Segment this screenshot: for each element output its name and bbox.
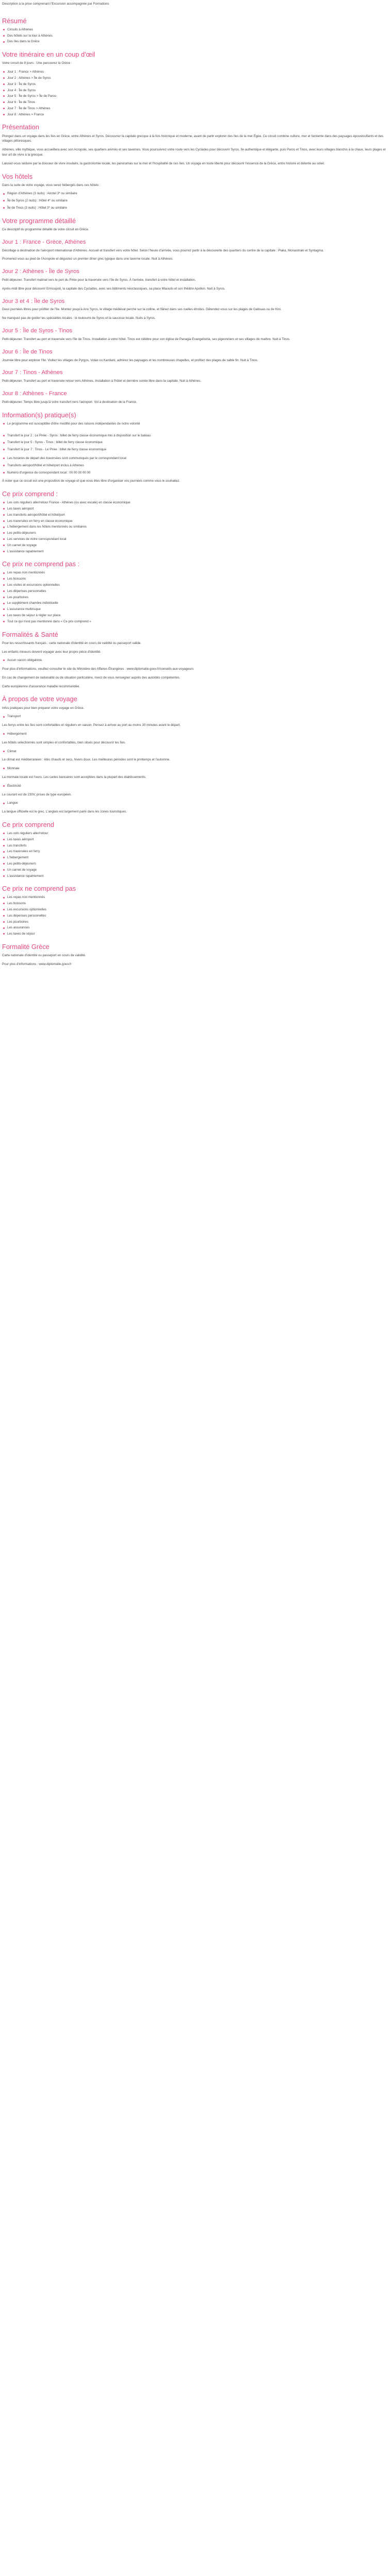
- list-item: Langue: [2, 801, 389, 806]
- day-paragraph: Après-midi libre pour découvrir Ermoupoli, la capitale des Cyclades, avec ses bâtiments néoclassiques, sa place Miaoulis et son théâtre Apollon. Nuit à Syros.: [2, 286, 225, 291]
- itinerary-intro: Votre circuit de 8 jours : Une parcourez la Grèce :: [2, 61, 72, 65]
- included-heading: Ce prix comprend :: [2, 490, 58, 498]
- list-item: Les transferts aéroport/hôtel et hôtel/port: [2, 513, 389, 518]
- day-paragraph: Ne manquez pas de goûter les spécialités locales : le loukoumi de Syros et la saucisse locale. Nuits à Syros.: [2, 316, 156, 320]
- list-item: Jour 5 : Île de Syros > Île de Paros: [2, 94, 389, 99]
- about-list: [2, 766, 389, 771]
- about-text: Les ferrys entre les îles sont confortables et réguliers en saison. Pensez à arriver au port au moins 30 minutes avant le départ.: [2, 723, 181, 727]
- list-item: Les transferts: [2, 843, 389, 849]
- list-item: Le supplément chambre individuelle: [2, 601, 389, 606]
- presentation-paragraph: Laissez-vous séduire par la douceur de vivre insulaire, la gastronomie locale, les panoramas sur la mer et l'hospitalité de ces îles. Un voyage en toute liberté pour découvrir l'essence de la Grèce, entre histoire et détente au soleil.: [2, 161, 325, 165]
- presentation-paragraph: Athènes, ville mythique, vous accueillera avec son Acropole, ses quartiers animés et ses tavernes. Vous poursuivrez votre route vers les Cyclades pour découvrir Syros, île authentique et élégante, puis Paros et Tinos, avec leurs villages blanchis à la chaux, leurs plages et leur art de vivre à la grecque.: [2, 148, 386, 157]
- about-list: [2, 784, 389, 789]
- list-item: Les vols réguliers aller/retour France - Athènes (ou avec escale) en classe économique: [2, 500, 389, 505]
- day-heading: Jour 7 : Tinos - Athènes: [2, 369, 63, 376]
- day-heading: Jour 6 : Île de Tinos: [2, 348, 53, 355]
- day-paragraph: Journée libre pour explorer l'île. Visitez les villages de Pyrgos, Volax ou Kardiani, admirez les paysages et les nombreuses chapelles, et profitez des plages de sable fin. Nuit à Tinos.: [2, 358, 258, 362]
- day-paragraph: Deux journées libres pour profiter de l'île. Montez jusqu'à Ano Syros, le village médiéval perché sur la colline, et flânez dans ses ruelles étroites. Détendez-vous sur les plages de Galissas ou de Kini.: [2, 308, 282, 312]
- about-list: [2, 714, 389, 719]
- list-item: Les visites et excursions optionnelles: [2, 583, 389, 588]
- formalities-paragraph: Pour les ressortissants français : carte nationale d'identité en cours de validité ou passeport valide.: [2, 641, 142, 645]
- excluded2-list: [2, 895, 389, 937]
- excluded2-heading: Ce prix ne comprend pas: [2, 885, 76, 893]
- list-item: Les vols réguliers aller/retour: [2, 831, 389, 836]
- day-heading: Jour 5 : Île de Syros - Tinos: [2, 328, 73, 334]
- list-item: Les repas non mentionnés: [2, 895, 389, 900]
- excluded-list: [2, 570, 389, 624]
- resume-heading: Résumé: [2, 16, 27, 25]
- list-item: Monnaie: [2, 766, 389, 771]
- list-item: Les petits-déjeuners: [2, 531, 389, 536]
- about-intro: Infos pratiques pour bien préparer votre voyage en Grèce.: [2, 706, 85, 710]
- list-item: Climat: [2, 749, 389, 754]
- list-item: Numéro d'urgence du correspondant local : 00 00 00 00 00: [2, 470, 389, 476]
- list-item: Région d'Athènes (3 nuits) : Airotel 3* ou similaire: [2, 191, 389, 196]
- list-item: Transfert le jour 5 : Syros - Tinos : billet de ferry classe économique: [2, 440, 389, 445]
- resume-list: [2, 27, 389, 44]
- formalities-heading: Formalités & Santé: [2, 630, 58, 638]
- hotels-list: [2, 191, 389, 210]
- day-paragraph: Petit-déjeuner. Transfert au port et traversée retour vers Athènes. Installation à l'hôtel et dernière soirée libre dans la capitale. Nuit à Athènes.: [2, 379, 202, 383]
- day-paragraph: Petit-déjeuner. Transfert au port et traversée vers l'île de Tinos. Installation à votre hôtel. Tinos est célèbre pour son église de Panagia Evangelistria, ses pigeonniers et ses villages de marbre. Nuit à Tinos.: [2, 337, 290, 341]
- list-item: Les boissons: [2, 577, 389, 582]
- list-item: Jour 2 : Athènes > Île de Syros: [2, 76, 389, 81]
- program-heading: Votre programme détaillé: [2, 216, 76, 225]
- list-item: Les horaires de départ des traversées sont communiqués par le correspondant local: [2, 456, 389, 461]
- included2-heading: Ce prix comprend: [2, 820, 54, 828]
- hotels-heading: Vos hôtels: [2, 172, 33, 180]
- list-item: Île de Tinos (3 nuits) : Hôtel 3* ou similaire: [2, 206, 389, 211]
- list-item: L'hébergement: [2, 855, 389, 860]
- list-item: Les assurances: [2, 925, 389, 930]
- about-heading: À propos de votre voyage: [2, 695, 77, 703]
- day-heading: Jour 2 : Athènes - Île de Syros: [2, 268, 79, 275]
- list-item: Les traversées en ferry en classe économique: [2, 519, 389, 524]
- list-item: Les taxes aéroport: [2, 837, 389, 842]
- list-item: L'assistance rapatriement: [2, 874, 389, 879]
- day-heading: Jour 3 et 4 : Île de Syros: [2, 298, 65, 304]
- about-text: Le climat est méditerranéen : étés chauds et secs, hivers doux. Les meilleures périodes sont le printemps et l'automne.: [2, 758, 170, 762]
- about-text: Les hôtels sélectionnés sont simples et confortables, bien situés pour découvrir les îles.: [2, 740, 126, 744]
- about-list: [2, 801, 389, 806]
- list-item: Circuits à Athènes: [2, 27, 389, 32]
- list-item: Hébergement: [2, 732, 389, 737]
- list-item: L'assurance multirisque: [2, 607, 389, 612]
- list-item: Les boissons: [2, 901, 389, 906]
- formalities2-paragraph: Pour plus d'informations : www.diplomatie.gouv.fr: [2, 962, 72, 966]
- formalities-list: [2, 658, 389, 663]
- list-item: Les services de notre correspondant local: [2, 537, 389, 542]
- list-item: Les petits-déjeuners: [2, 861, 389, 867]
- list-item: Jour 1 : France > Athènes: [2, 70, 389, 75]
- about-text: La langue officielle est le grec. L'anglais est largement parlé dans les zones touristiques.: [2, 810, 127, 814]
- day-paragraph: Petit-déjeuner. Transfert matinal vers le port du Pirée pour la traversée vers l'île de Syros. À l'arrivée, transfert à votre hôtel et installation.: [2, 278, 196, 282]
- list-item: Les pourboires: [2, 595, 389, 600]
- list-item: Transfert le jour 2 : Le Pirée - Syros : billet de ferry classe économique mis à disposition sur le bateau: [2, 433, 389, 438]
- list-item: Aucun vaccin obligatoire.: [2, 658, 389, 663]
- formalities2-paragraph: Carte nationale d'identité ou passeport en cours de validité.: [2, 954, 86, 958]
- info-heading: Information(s) pratique(s): [2, 411, 76, 419]
- presentation-paragraph: Plongez dans un voyage dans les îles en Grèce, entre Athènes et Syros. Découvrez la capitale grecque à la fois historique et moderne, avant de partir explorer des îles de la mer Égée. Ce circuit combine culture, mer et farniente dans des paysages époustouflants et des villages pittoresques.: [2, 134, 384, 143]
- transfers-footnote: À noter que ce circuit est une proposition de voyage et que vous êtes libre d'organiser vos journées comme vous le souhaitez.: [2, 479, 181, 483]
- list-item: Les excursions optionnelles: [2, 907, 389, 912]
- program-intro: Ce descriptif du programme détaillé de votre circuit en Grèce.: [2, 227, 89, 231]
- day-paragraph: Petit-déjeuner. Temps libre jusqu'à votre transfert vers l'aéroport. Vol à destination de la France.: [2, 400, 137, 404]
- document-page: [2, 0, 389, 967]
- about-list: [2, 732, 389, 737]
- included-list: [2, 500, 389, 554]
- list-item: Les taxes de séjour à régler sur place: [2, 613, 389, 618]
- presentation-heading: Présentation: [2, 123, 39, 131]
- list-item: Les repas non mentionnés: [2, 570, 389, 575]
- about-text: Le courant est de 230V, prises de type européen.: [2, 792, 72, 796]
- hotels-intro: Dans la suite de votre voyage, vous serez hébergés dans ces hôtels :: [2, 183, 101, 187]
- list-item: Le programme est susceptible d'être modifié pour des raisons indépendantes de notre volonté: [2, 421, 389, 427]
- list-item: Jour 4 : Île de Syros: [2, 88, 389, 93]
- list-item: L'assistance rapatriement: [2, 549, 389, 554]
- formalities-paragraph: En cas de changement de nationalité ou de situation particulière, merci de vous renseigner auprès des autorités compétentes.: [2, 675, 181, 680]
- excluded-heading: Ce prix ne comprend pas :: [2, 560, 80, 568]
- list-item: Un carnet de voyage: [2, 543, 389, 548]
- list-item: Les taxes aéroport: [2, 506, 389, 512]
- itinerary-list: [2, 70, 389, 117]
- formalities-paragraph: Carte européenne d'assurance maladie recommandée.: [2, 684, 80, 688]
- list-item: Tout ce qui n'est pas mentionné dans « Ce prix comprend »: [2, 619, 389, 624]
- included2-list: [2, 831, 389, 878]
- day-heading: Jour 8 : Athènes - France: [2, 391, 67, 397]
- day-paragraph: Promenez-vous au pied de l'Acropole et dégustez un premier dîner grec typique dans une taverne locale. Nuit à Athènes.: [2, 257, 173, 261]
- info-list: [2, 421, 389, 427]
- list-item: Jour 3 : Île de Syros: [2, 82, 389, 87]
- list-item: Transfert le jour 7 : Tinos - Le Pirée : billet de ferry classe économique: [2, 447, 389, 452]
- transfer-notes-list: [2, 456, 389, 475]
- list-item: Les dépenses personnelles: [2, 913, 389, 919]
- list-item: Les taxes de séjour: [2, 931, 389, 937]
- list-item: Des îles dans la Grèce: [2, 39, 389, 44]
- list-item: Électricité: [2, 784, 389, 789]
- list-item: Les dépenses personnelles: [2, 589, 389, 594]
- list-item: Île de Syros (2 nuits) : Hôtel 4* ou similaire: [2, 198, 389, 204]
- itinerary-heading: Votre itinéraire en un coup d'œil: [2, 50, 95, 59]
- intro-text: Description à la prise comprenant l'Excursion accompagnée par Formations: [2, 2, 109, 6]
- list-item: Les traversées en ferry: [2, 849, 389, 854]
- formalities-paragraph: Les enfants mineurs doivent voyager avec leur propre pièce d'identité.: [2, 650, 102, 654]
- list-item: Les pourboires: [2, 920, 389, 925]
- formalities-paragraph: Pour plus d'informations, veuillez consulter le site du Ministère des Affaires Étrangères : www.diplomatie.gouv.fr/conseils-aux-voyageurs: [2, 667, 194, 671]
- list-item: Des hôtels sur la tour à Athènes: [2, 33, 389, 39]
- day-heading: Jour 1 : France - Grèce, Athènes: [2, 239, 86, 245]
- about-text: La monnaie locale est l'euro. Les cartes bancaires sont acceptées dans la plupart des établissements.: [2, 775, 146, 779]
- about-list: [2, 749, 389, 754]
- list-item: Transport: [2, 714, 389, 719]
- list-item: Jour 8 : Athènes > France: [2, 112, 389, 117]
- list-item: Jour 6 : Île de Tinos: [2, 100, 389, 105]
- list-item: Jour 7 : Île de Tinos > Athènes: [2, 106, 389, 111]
- transfers-list: [2, 433, 389, 452]
- list-item: Un carnet de voyage: [2, 868, 389, 873]
- day-paragraph: Décollage à destination de l'aéroport international d'Athènes. Accueil et transfert vers votre hôtel. Selon l'heure d'arrivée, vous pourrez partir à la découverte des quartiers du centre de la capitale : Plaka, Monastiraki et Syntagma.: [2, 248, 324, 252]
- formalities2-heading: Formalité Grèce: [2, 942, 50, 951]
- list-item: Transferts aéroport/hôtel et hôtel/port inclus à Athènes: [2, 463, 389, 468]
- list-item: L'hébergement dans les hôtels mentionnés ou similaires: [2, 524, 389, 530]
